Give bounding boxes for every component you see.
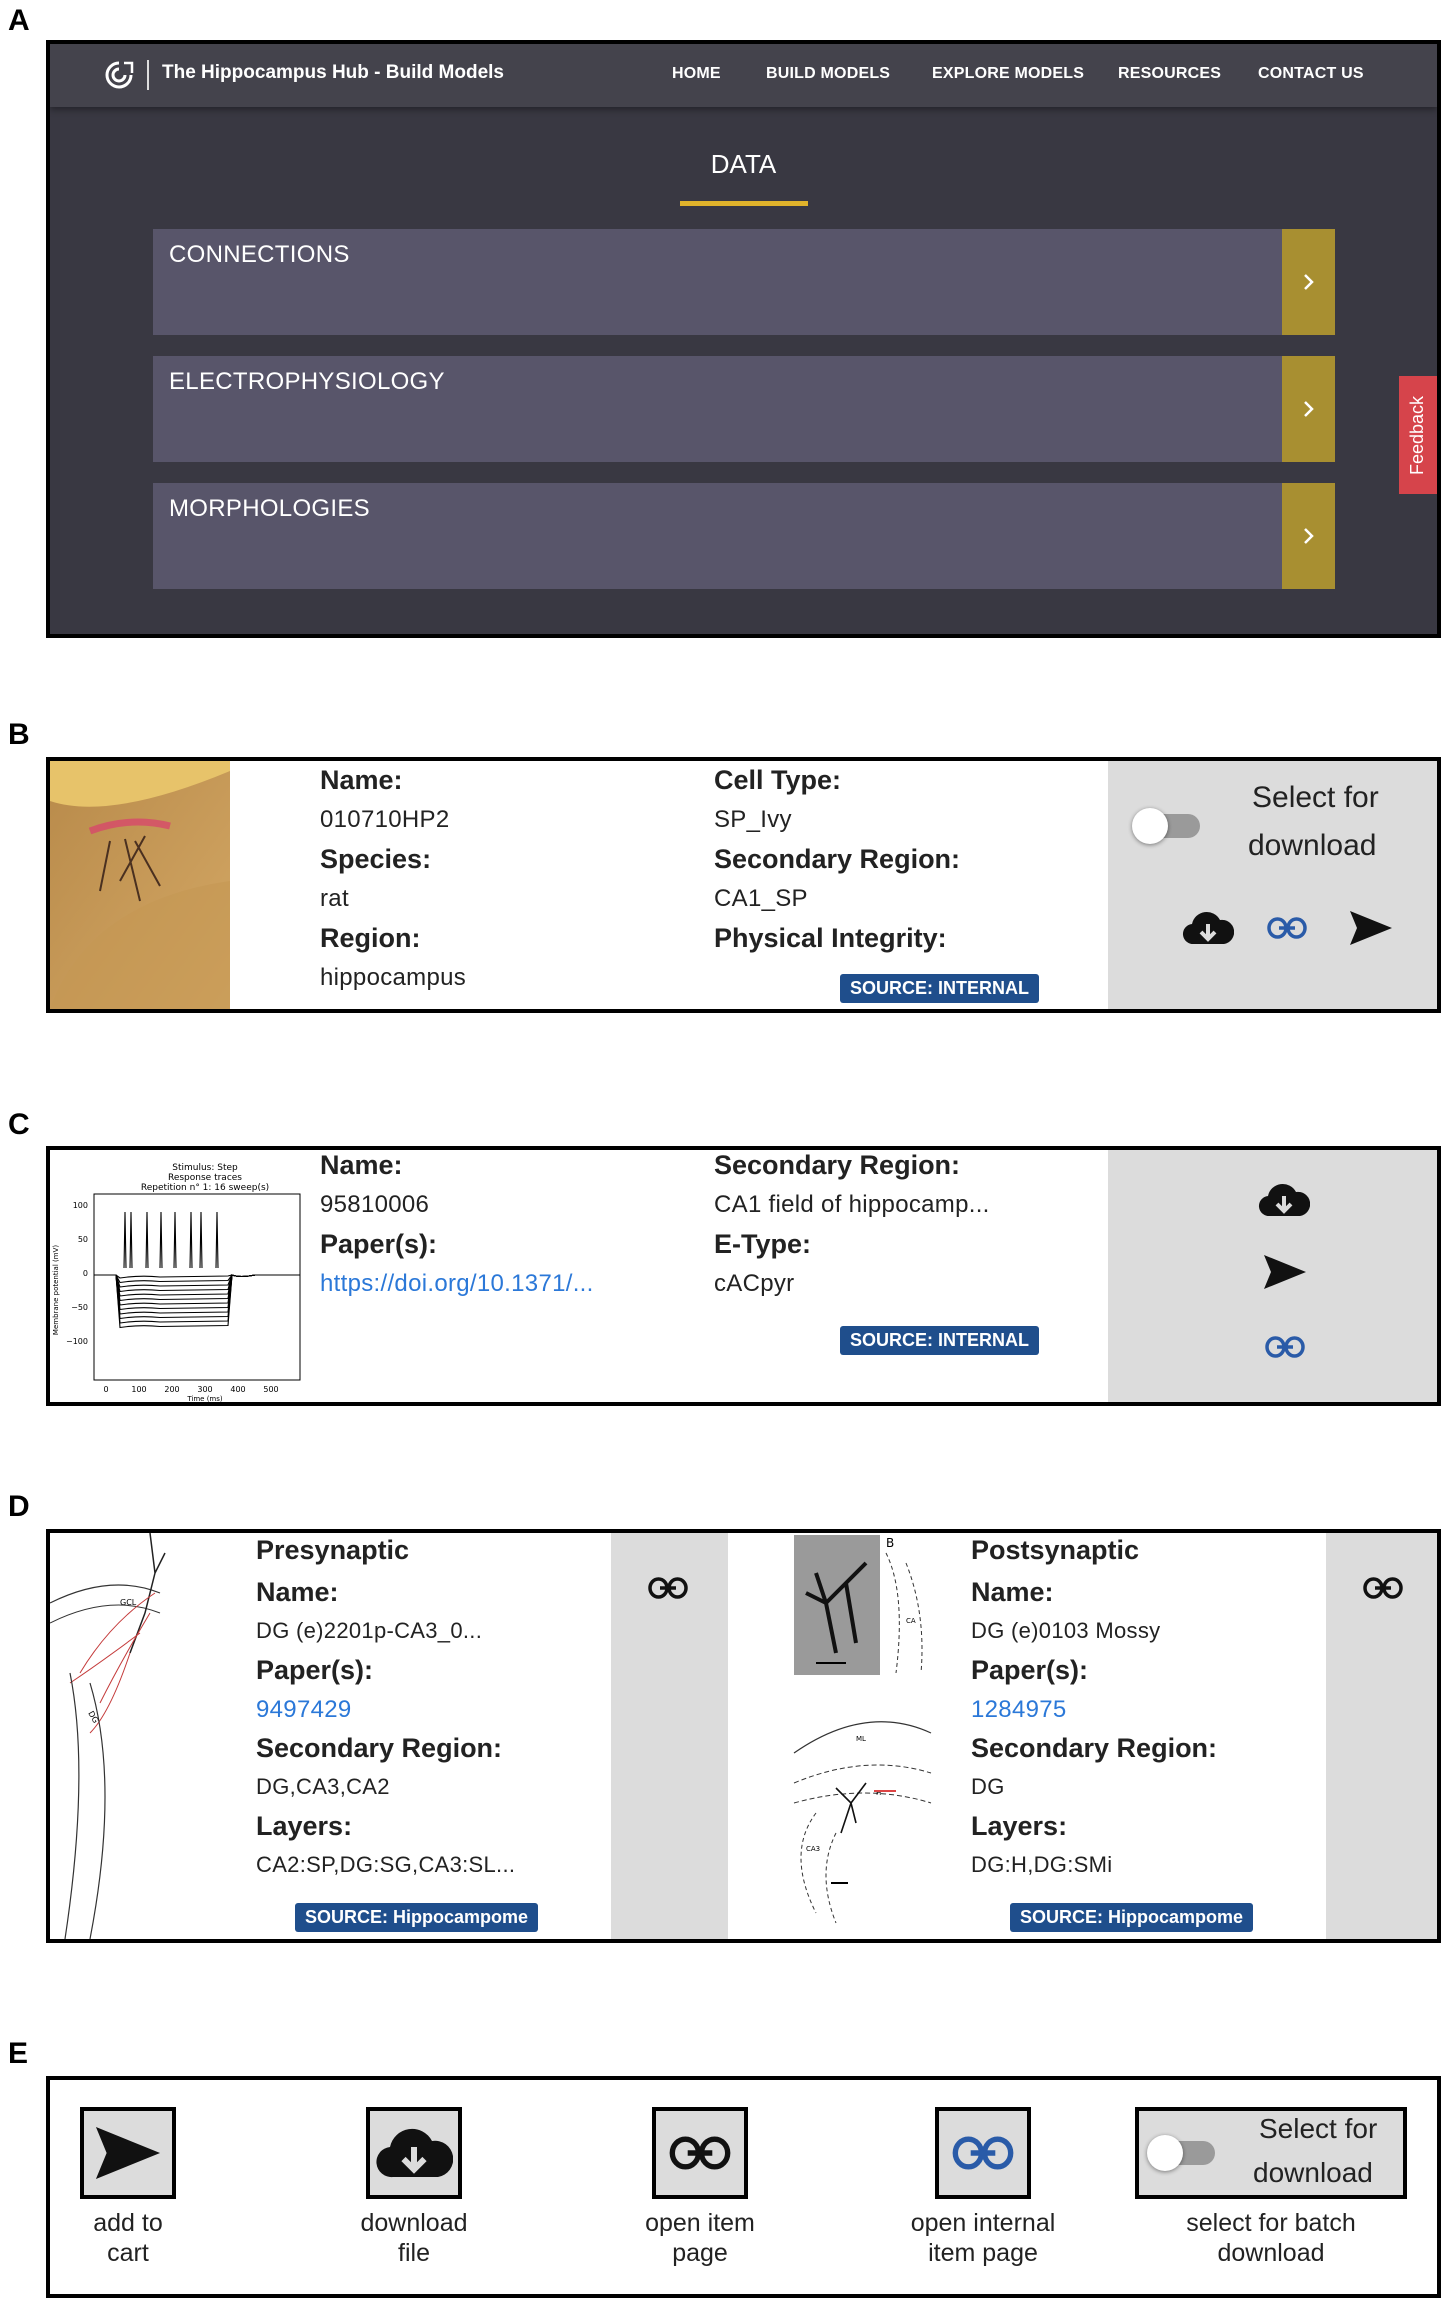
brand-separator <box>147 60 149 90</box>
pre-secondary-region-label: Secondary Region: <box>256 1733 503 1763</box>
xtick-300: 300 <box>197 1385 213 1394</box>
post-layers-label: Layers: <box>971 1811 1068 1841</box>
xtick-0: 0 <box>103 1385 109 1394</box>
chevron-right-icon <box>1302 399 1316 419</box>
legend-select-batch-download <box>1135 2107 1407 2199</box>
post-layers-value: DG:H,DG:SMi <box>971 1852 1113 1877</box>
postsynaptic-title: Postsynaptic <box>971 1535 1140 1565</box>
plot-xlabel: Time (ms) <box>187 1395 223 1402</box>
post-papers-label: Paper(s): <box>971 1655 1089 1685</box>
cell-type-value: SP_Ivy <box>714 806 792 833</box>
select-label-line2: download <box>1253 2157 1373 2188</box>
region-label: Region: <box>320 923 421 953</box>
panel-label-b: B <box>8 718 30 751</box>
internal-link-icon[interactable] <box>1266 915 1308 941</box>
caption-open-item-page: open item page <box>645 2209 755 2267</box>
post-secondary-region-label: Secondary Region: <box>971 1733 1218 1763</box>
section-morphologies[interactable] <box>153 483 1335 589</box>
section-electrophysiology-label: ELECTROPHYSIOLOGY <box>169 368 445 395</box>
physical-integrity-label: Physical Integrity: <box>714 923 947 953</box>
post-actions-panel <box>1326 1533 1441 1939</box>
nav-contact-us[interactable]: CONTACT US <box>1258 65 1364 82</box>
caption-add-to-cart: add to cart <box>93 2209 163 2267</box>
plot-title-1: Stimulus: Step <box>172 1163 238 1173</box>
section-connections[interactable] <box>153 229 1335 335</box>
panel-label-e: E <box>8 2037 29 2070</box>
morphology-card <box>46 757 1441 1013</box>
internal-link-icon[interactable] <box>1264 1334 1306 1360</box>
secondary-region-value: CA1_SP <box>714 885 808 912</box>
post-img-label-ml: ML <box>856 1735 866 1743</box>
pre-secondary-region-value: DG,CA3,CA2 <box>256 1774 390 1799</box>
nav-build-models[interactable]: BUILD MODELS <box>766 65 891 82</box>
presynaptic-title: Presynaptic <box>256 1535 410 1565</box>
pre-layers-value: CA2:SP,DG:SG,CA3:SL... <box>256 1852 516 1877</box>
secondary-region-label: Secondary Region: <box>714 844 961 874</box>
section-connections-expand-button[interactable] <box>1282 229 1335 335</box>
name-value: 010710HP2 <box>320 806 450 833</box>
papers-label: Paper(s): <box>320 1229 438 1259</box>
add-to-cart-icon <box>92 2124 164 2182</box>
select-label-line1: Select for <box>1259 2113 1378 2144</box>
source-badge: SOURCE: INTERNAL <box>840 1326 1039 1355</box>
nav-explore-models[interactable]: EXPLORE MODELS <box>932 65 1085 82</box>
ytick-minus50: −50 <box>71 1303 88 1312</box>
select-download-toggle[interactable] <box>1132 808 1206 842</box>
pre-paper-link[interactable]: 9497429 <box>256 1696 352 1723</box>
xtick-100: 100 <box>131 1385 147 1394</box>
etype-label: E-Type: <box>714 1229 812 1259</box>
panel-label-a: A <box>8 4 30 37</box>
nav-home[interactable]: HOME <box>672 65 721 82</box>
cloud-download-icon <box>375 2123 453 2183</box>
species-label: Species: <box>320 844 432 874</box>
feedback-label: Feedback <box>1407 395 1428 475</box>
external-link-icon[interactable] <box>647 1575 689 1601</box>
legend-open-item-page <box>652 2107 748 2199</box>
hub-window <box>46 40 1441 638</box>
cell-type-label: Cell Type: <box>714 765 842 795</box>
post-img-label-ca: CA <box>906 1617 916 1625</box>
section-electrophysiology[interactable] <box>153 356 1335 462</box>
hub-logo-icon[interactable] <box>102 59 136 89</box>
plot-title-3: Repetition n° 1: 16 sweep(s) <box>140 1183 270 1193</box>
select-download-toggle <box>1147 2135 1221 2169</box>
ytick-100: 100 <box>72 1201 88 1210</box>
page-title: DATA <box>710 149 777 179</box>
post-img-label-h: H <box>876 1789 882 1797</box>
section-electrophysiology-expand-button[interactable] <box>1282 356 1335 462</box>
morphology-image <box>50 761 230 1009</box>
chevron-right-icon <box>1302 272 1316 292</box>
ytick-minus100: −100 <box>66 1337 88 1346</box>
post-source-badge: SOURCE: Hippocampome <box>1010 1903 1253 1932</box>
electrophysiology-card <box>46 1146 1441 1406</box>
nav-resources[interactable]: RESOURCES <box>1118 65 1222 82</box>
pre-source-badge: SOURCE: Hippocampome <box>295 1903 538 1932</box>
panel-label-d: D <box>8 1490 30 1523</box>
add-to-cart-icon[interactable] <box>1348 909 1394 947</box>
region-value: hippocampus <box>320 964 467 991</box>
feedback-tab[interactable] <box>1399 376 1437 494</box>
post-secondary-region-value: DG <box>971 1774 1005 1799</box>
caption-download-file: download file <box>360 2209 468 2267</box>
ytick-0: 0 <box>82 1269 88 1278</box>
select-label-line1: Select for <box>1252 781 1379 814</box>
cloud-download-icon[interactable] <box>1258 1180 1310 1220</box>
post-name-value: DG (e)0103 Mossy <box>971 1618 1161 1643</box>
post-paper-link[interactable]: 1284975 <box>971 1696 1067 1723</box>
add-to-cart-icon[interactable] <box>1262 1253 1308 1291</box>
caption-select-batch-download: select for batch download <box>1186 2209 1356 2267</box>
legend-add-to-cart <box>80 2107 176 2199</box>
plot-title-2: Response traces <box>167 1173 243 1183</box>
panel-label-c: C <box>8 1108 30 1141</box>
title-underline <box>680 201 808 206</box>
pre-name-value: DG (e)2201p-CA3_0... <box>256 1618 483 1643</box>
brand-title[interactable]: The Hippocampus Hub - Build Models <box>162 62 504 83</box>
ytick-50: 50 <box>77 1235 88 1244</box>
secondary-region-label: Secondary Region: <box>714 1150 961 1180</box>
post-img-label-ca3: CA3 <box>806 1845 821 1853</box>
legend-open-internal-item-page <box>935 2107 1031 2199</box>
cloud-download-icon[interactable] <box>1182 908 1234 948</box>
xtick-200: 200 <box>164 1385 180 1394</box>
name-value: 95810006 <box>320 1191 430 1218</box>
pre-img-label-dg: DG <box>86 1709 101 1725</box>
select-label-line2: download <box>1248 829 1377 862</box>
pre-name-label: Name: <box>256 1577 339 1607</box>
name-label: Name: <box>320 765 403 795</box>
name-label: Name: <box>320 1150 403 1180</box>
source-badge: SOURCE: INTERNAL <box>840 974 1039 1003</box>
etype-value: cACpyr <box>714 1270 795 1297</box>
post-img-label-b: B <box>886 1536 895 1550</box>
section-connections-label: CONNECTIONS <box>169 241 350 268</box>
actions-panel <box>1108 1150 1441 1402</box>
pre-actions-panel <box>611 1533 728 1939</box>
plot-ylabel: Membrane potential (mV) <box>52 1244 60 1336</box>
voltage-trace-plot <box>50 1150 310 1402</box>
section-morphologies-expand-button[interactable] <box>1282 483 1335 589</box>
postsynaptic-morphology-image <box>756 1533 936 1939</box>
internal-link-icon <box>950 2133 1016 2173</box>
paper-link[interactable]: https://doi.org/10.1371/... <box>320 1270 594 1297</box>
external-link-icon[interactable] <box>1362 1575 1404 1601</box>
external-link-icon <box>667 2133 733 2173</box>
pre-layers-label: Layers: <box>256 1811 353 1841</box>
xtick-400: 400 <box>230 1385 246 1394</box>
icon-legend <box>46 2076 1441 2298</box>
presynaptic-morphology-image <box>50 1533 170 1939</box>
secondary-region-value: CA1 field of hippocamp... <box>714 1191 990 1218</box>
xtick-500: 500 <box>263 1385 279 1394</box>
legend-download-file <box>366 2107 462 2199</box>
post-name-label: Name: <box>971 1577 1054 1607</box>
actions-panel <box>1108 761 1441 1009</box>
navbar <box>50 44 1437 107</box>
section-morphologies-label: MORPHOLOGIES <box>169 495 370 522</box>
pre-papers-label: Paper(s): <box>256 1655 374 1685</box>
connection-card <box>46 1529 1441 1943</box>
species-value: rat <box>320 885 349 912</box>
caption-open-internal-item-page: open internal item page <box>910 2209 1056 2267</box>
chevron-right-icon <box>1302 526 1316 546</box>
pre-img-label-gcl: GCL <box>120 1598 137 1607</box>
